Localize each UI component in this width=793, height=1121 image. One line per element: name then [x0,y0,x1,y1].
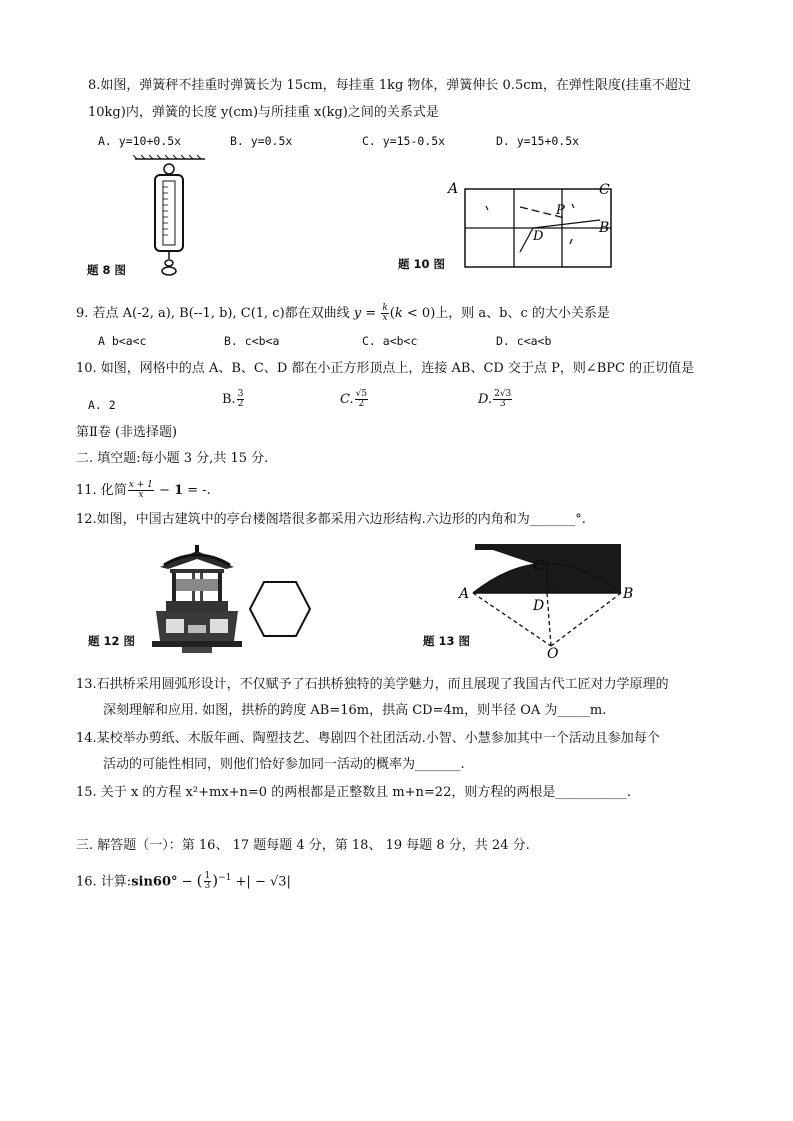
fig13-label-o: O [547,646,559,660]
fig10-label-a: A [448,181,459,197]
q16-prefix: 16. 计算: [76,874,132,890]
fig10-caption: 题 10 图 [398,257,446,271]
q15-text: 15. 关于 x 的方程 x²+mx+n=0 的两根都是正整数且 m+n=22，则方程的两根是___________. [76,785,631,800]
q8-line1: 8.如图，弹簧秤不挂重时弹簧长为 15cm，每挂重 1kg 物体，弹簧伸长 0.5cm，在弹性限度(挂重不超过 [88,78,691,93]
fig10-label-b: B [599,220,610,236]
q10-option-b: B. $\frac{3}{2}$ [222,389,244,409]
section2-heading: 二. 填空题:每小题 3 分,共 15 分. [76,451,269,466]
q10-option-a: A. 2 [88,398,116,412]
fig8-caption: 题 8 图 [87,263,127,277]
q9-stem: 9. 若点 A(-2, a), B(--1, b), C(1, c)都在双曲线 y = $\frac{k}{x}$ (k < 0)上，则 a、b、c 的大小关系是 [76,303,610,323]
q11-suffix: = -. [187,483,211,498]
pavilion-image [152,545,242,655]
q9-option-d: D. c<a<b [496,334,552,348]
q9-option-b: B. c<b<a [224,334,280,348]
fig12-caption: 题 12 图 [88,634,136,648]
fig13-label-b: B [623,586,634,602]
fig13-label-a: A [459,586,470,602]
section3-heading: 三. 解答题（一）：第 16、 17 题每题 4 分，第 18、 19 每题 8 分，共 24 分. [76,838,530,853]
q10-option-c: C. $\frac{√5}{2}$ [340,389,368,409]
q8-option-b: B. y=0.5x [230,134,293,148]
q9-option-c: C. a<b<c [362,334,418,348]
q10-text: 10. 如图，网格中的点 A、B、C、D 都在小正方形顶点上，连接 AB、CD 交于点 P，则∠BPC 的正切值是 [76,361,695,376]
section2-title: 第Ⅱ卷 (非选择题) [76,425,178,440]
fig13-label-d: D [533,598,545,614]
hexagon-shape [248,580,312,638]
q16-stem: 16. 计算:sin60° − ( $\frac{1}{3}$ )$^{-1}$ +| − √3| [76,871,291,892]
fig10-label-p: P [556,203,565,218]
q8-option-d: D. y=15+0.5x [496,134,580,148]
q8-option-a: A. y=10+0.5x [98,134,182,148]
q10-option-d: D. $\frac{2√3}{3}$ [478,389,512,409]
q11-stem: 11. 化简 $\frac{x + 1}{x}$ − 1 = -. [76,480,211,500]
fig10-label-d: D [533,229,544,244]
q11-prefix: 11. 化简 [76,483,127,498]
q9-text-after: 上，则 a、b、c 的大小关系是 [435,306,610,321]
grid-figure [440,176,630,276]
q12-text: 12.如图，中国古建筑中的亭台楼阁塔很多都采用六边形结构.六边形的内角和为_______°. [76,512,586,527]
q13-line1: 13.石拱桥采用圆弧形设计，不仅赋予了石拱桥独特的美学魅力，而且展现了我国古代工匠对力学原理的 [76,677,669,692]
fig10-label-c: C [599,182,610,198]
q8-option-c: C. y=15-0.5x [362,134,446,148]
q9-option-a: A b<a<c [98,334,147,348]
q8-line2: 10kg)内，弹簧的长度 y(cm)与所挂重 x(kg)之间的关系式是 [88,105,439,120]
q13-line2: 深刻理解和应用. 如图，拱桥的跨度 AB=16m，拱高 CD=4m，则半径 OA 为_____m. [103,703,607,718]
q14-line1: 14.某校举办剪纸、木版年画、陶塑技艺、粤剧四个社团活动.小智、小慧参加其中一个活动且参加每个 [76,731,660,746]
arch-bridge-figure [455,540,645,660]
q14-line2: 活动的可能性相同，则他们恰好参加同一活动的概率为_______. [103,757,465,772]
q9-text-before: 9. 若点 A(-2, a), B(--1, b), C(1, c)都在双曲线 [76,306,350,321]
spring-scale-figure [125,155,215,280]
fig13-caption: 题 13 图 [423,634,471,648]
fig13-label-c: C [533,558,544,574]
